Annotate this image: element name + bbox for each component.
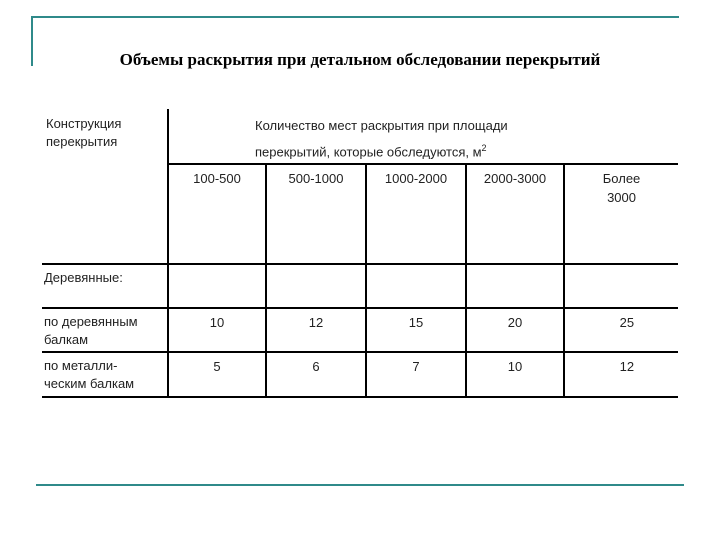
row-label-line1: по деревянным xyxy=(44,314,138,330)
row-label xyxy=(42,308,168,352)
empty-cell xyxy=(564,264,678,308)
header-count-sup: 2 xyxy=(481,143,487,153)
range-over-line1: Более xyxy=(602,171,641,187)
range-over-line2: 3000 xyxy=(607,190,636,206)
slide-frame-top-line xyxy=(31,16,679,18)
range-2000-3000: 2000-3000 xyxy=(466,164,564,264)
value-cell: 10 xyxy=(466,352,564,397)
table-row xyxy=(42,352,678,397)
range-1000-2000: 1000-2000 xyxy=(366,164,466,264)
empty-cell xyxy=(266,264,366,308)
slide-title: Объемы раскрытия при детальном обследовании перекрытий xyxy=(119,50,601,69)
header-construct-line1: Конструкция xyxy=(46,116,122,131)
value-cell: 25 xyxy=(564,308,678,352)
header-count-line1: Количество мест раскрытия при площади xyxy=(255,118,508,133)
header-construct-line2: перекрытия xyxy=(46,134,118,149)
value-cell: 6 xyxy=(266,352,366,397)
range-100-500: 100-500 xyxy=(168,164,266,264)
header-count-line2-text: перекрытий, которые обследуются, м xyxy=(255,144,482,160)
section-label: Деревянные: xyxy=(42,264,168,308)
value-cell: 7 xyxy=(366,352,466,397)
empty-cell xyxy=(168,264,266,308)
inspection-table xyxy=(42,109,678,398)
header-count-line2 xyxy=(255,137,678,163)
row-label xyxy=(42,352,168,397)
row-label-line1: по металли- xyxy=(44,358,118,374)
table-row xyxy=(42,308,678,352)
value-cell: 5 xyxy=(168,352,266,397)
range-over-3000 xyxy=(564,164,678,264)
row-label-line2: балкам xyxy=(44,332,89,348)
header-count xyxy=(168,109,678,164)
range-500-1000: 500-1000 xyxy=(266,164,366,264)
row-label-line2: ческим балкам xyxy=(44,376,135,392)
value-cell: 10 xyxy=(168,308,266,352)
slide-frame-bottom-line xyxy=(36,484,684,486)
empty-cell xyxy=(466,264,564,308)
empty-cell xyxy=(366,264,466,308)
value-cell: 12 xyxy=(266,308,366,352)
value-cell: 12 xyxy=(564,352,678,397)
value-cell: 15 xyxy=(366,308,466,352)
value-cell: 20 xyxy=(466,308,564,352)
header-construct xyxy=(42,109,168,264)
